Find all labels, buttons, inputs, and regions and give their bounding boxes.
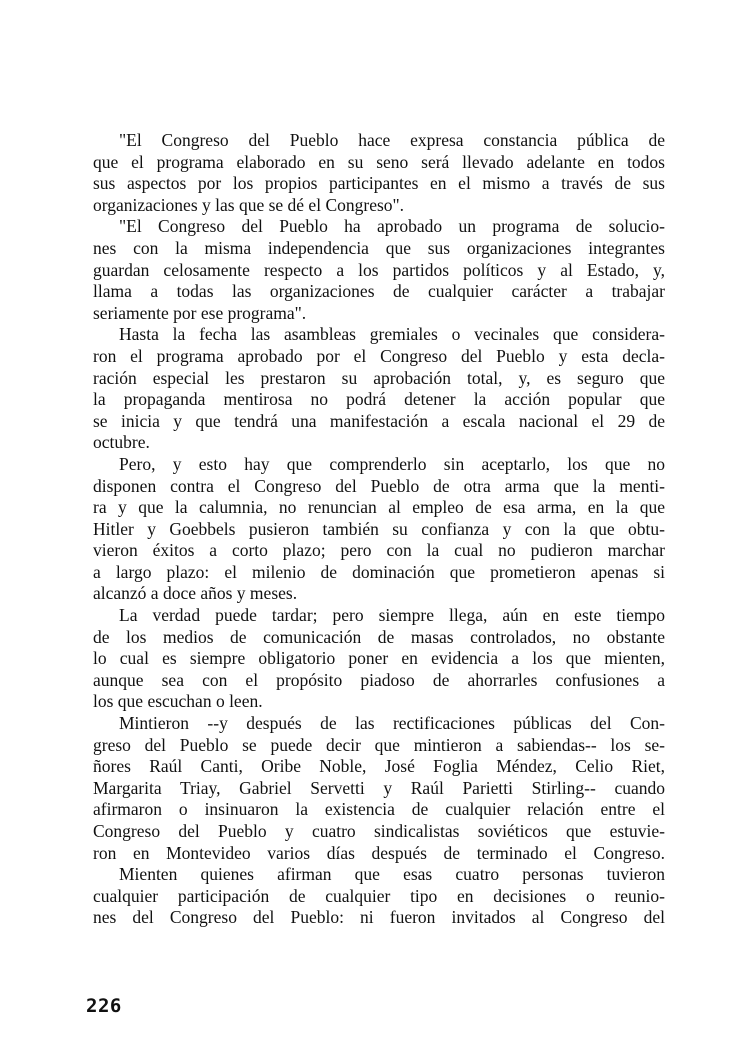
text-line: de los medios de comunicación de masas controlados, no obstante xyxy=(93,626,665,647)
text-line: la propaganda mentirosa no podrá detener la acción popular que xyxy=(93,389,665,410)
text-line: llama a todas las organizaciones de cualquier carácter a trabajar xyxy=(93,281,665,302)
body-text xyxy=(93,130,665,929)
text-line: a largo plazo: el milenio de dominación que prometieron apenas si xyxy=(93,561,665,582)
page-number: 226 xyxy=(86,995,122,1017)
text-line: octubre. xyxy=(93,432,150,453)
text-line: La verdad puede tardar; pero siempre llega, aún en este tiempo xyxy=(119,605,665,626)
text-line: sus aspectos por los propios participantes en el mismo a través de sus xyxy=(93,173,665,194)
text-line: Pero, y esto hay que comprenderlo sin aceptarlo, los que no xyxy=(119,453,665,474)
text-line: ñores Raúl Canti, Oribe Noble, José Foglia Méndez, Celio Riet, xyxy=(93,756,665,777)
text-line: nes del Congreso del Pueblo: ni fueron invitados al Congreso del xyxy=(93,907,665,928)
text-line: los que escuchan o leen. xyxy=(93,691,263,712)
text-line: ra y que la calumnia, no renuncian al empleo de esa arma, en la que xyxy=(93,497,665,518)
text-line: "El Congreso del Pueblo ha aprobado un programa de solucio- xyxy=(119,216,665,237)
text-line: guardan celosamente respecto a los partidos políticos y al Estado, y, xyxy=(93,259,665,280)
text-line: afirmaron o insinuaron la existencia de cualquier relación entre el xyxy=(93,799,665,820)
text-line: disponen contra el Congreso del Pueblo de otra arma que la menti- xyxy=(93,475,665,496)
text-line: Hasta la fecha las asambleas gremiales o vecinales que considera- xyxy=(119,324,665,345)
text-line: ración especial les prestaron su aprobación total, y, es seguro que xyxy=(93,367,665,388)
text-line: nes con la misma independencia que sus organizaciones integrantes xyxy=(93,237,665,258)
text-line: que el programa elaborado en su seno será llevado adelante en todos xyxy=(93,151,665,172)
text-line: aunque sea con el propósito piadoso de ahorrarles confusiones a xyxy=(93,669,665,690)
text-line: ron el programa aprobado por el Congreso del Pueblo y esta decla- xyxy=(93,345,665,366)
text-line: alcanzó a doce años y meses. xyxy=(93,583,298,604)
text-line: ron en Montevideo varios días después de terminado el Congreso. xyxy=(93,842,665,863)
text-line: cualquier participación de cualquier tipo en decisiones o reunio- xyxy=(93,885,665,906)
text-line: seriamente por ese programa". xyxy=(93,302,307,323)
text-line: Mienten quienes afirman que esas cuatro personas tuvieron xyxy=(119,864,665,885)
text-line: Congreso del Pueblo y cuatro sindicalistas soviéticos que estuvie- xyxy=(93,821,665,841)
text-line: se inicia y que tendrá una manifestación a escala nacional el 29 de xyxy=(93,410,665,431)
text-line: Margarita Triay, Gabriel Servetti y Raúl Parietti Stirling-- cuando xyxy=(93,777,665,798)
text-line: organizaciones y las que se dé el Congreso". xyxy=(93,194,405,215)
text-line: vieron éxitos a corto plazo; pero con la cual no pudieron marchar xyxy=(93,540,665,561)
text-line: greso del Pueblo se puede decir que mintieron a sabiendas-- los se- xyxy=(93,734,665,755)
text-line: "El Congreso del Pueblo hace expresa constancia pública de xyxy=(119,130,665,150)
text-line: lo cual es siempre obligatorio poner en evidencia a los que mienten, xyxy=(93,648,665,669)
text-line: Mintieron --y después de las rectificaciones públicas del Con- xyxy=(119,713,665,734)
text-line: Hitler y Goebbels pusieron también su confianza y con la que obtu- xyxy=(93,518,665,539)
